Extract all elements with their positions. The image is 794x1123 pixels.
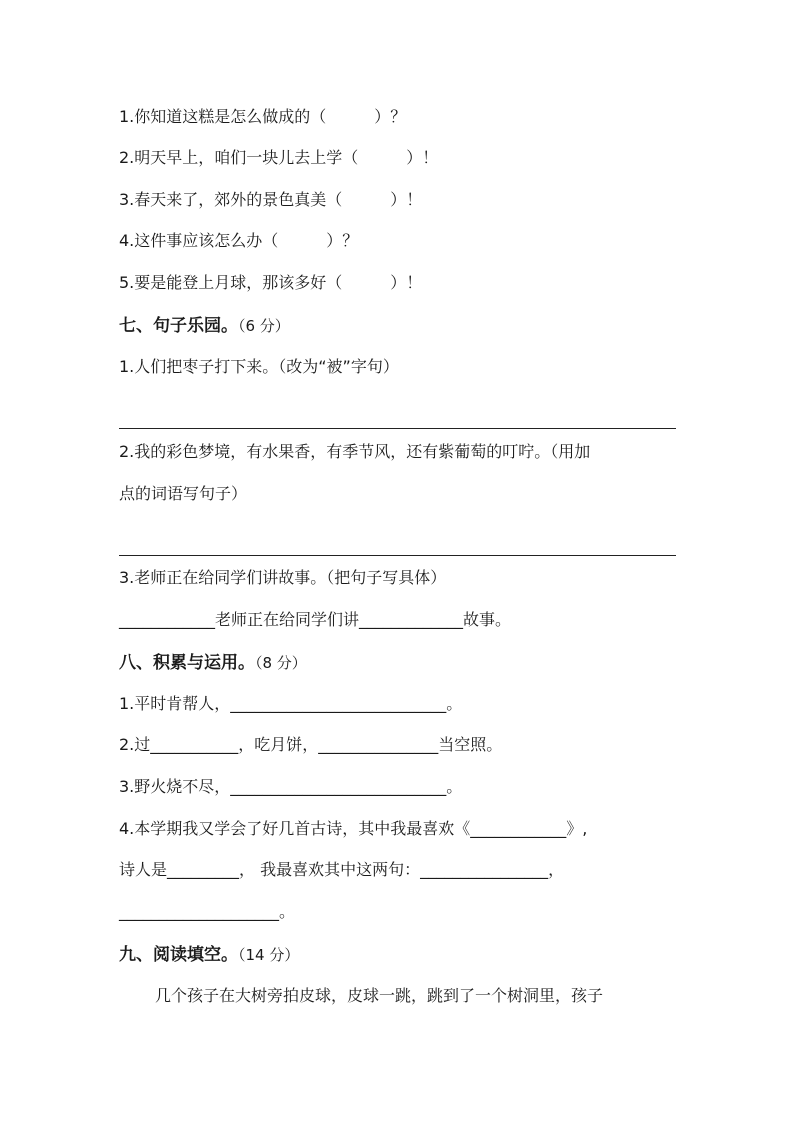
- section7-heading: [119, 313, 290, 339]
- answer-line-2[interactable]: [119, 555, 676, 556]
- punctuation-item-1: 1.你知道这糕是怎么做成的（ ）？: [119, 107, 407, 126]
- section8-score: （8 分）: [255, 654, 307, 672]
- section7-question-3: 3.老师正在给同学们讲故事。（把句子写具体）: [119, 568, 447, 587]
- punctuation-item-2: 2.明天早上，咱们一块儿去上学（ ）！: [119, 148, 439, 167]
- section7-question-2-line1: 2.我的彩色梦境，有水果香，有季节风，还有紫葡萄的叮咛。（用加: [119, 442, 591, 461]
- section9-score: （14 分）: [238, 946, 300, 964]
- punctuation-item-4: 4.这件事应该怎么办（ ）？: [119, 231, 359, 250]
- section8-question-3[interactable]: 3.野火烧不尽，___________________________。: [119, 777, 463, 796]
- section7-question-3-fill[interactable]: ____________老师正在给同学们讲_____________故事。: [119, 610, 512, 629]
- answer-line-1[interactable]: [119, 428, 676, 429]
- reading-paragraph: 几个孩子在大树旁拍皮球，皮球一跳，跳到了一个树洞里，孩子: [155, 986, 604, 1005]
- punctuation-item-3: 3.春天来了，郊外的景色真美（ ）！: [119, 190, 423, 209]
- section7-question-2-line2: 点的词语写句子）: [119, 484, 248, 503]
- punctuation-item-5: 5.要是能登上月球，那该多好（ ）！: [119, 273, 423, 292]
- section8-question-1[interactable]: 1.平时肯帮人，___________________________。: [119, 694, 463, 713]
- section9-heading: [119, 942, 299, 968]
- section8-question-4-line2[interactable]: 诗人是_________， 我最喜欢其中这两句：________________，: [119, 860, 565, 879]
- section8-question-4-line3[interactable]: ____________________。: [119, 902, 296, 921]
- section8-title: 八、积累与运用。: [119, 653, 255, 673]
- section8-question-4-line1[interactable]: 4.本学期我又学会了好几首古诗，其中我最喜欢《____________》,: [119, 819, 588, 838]
- section7-question-1: 1.人们把枣子打下来。（改为“被”字句）: [119, 357, 399, 376]
- section9-title: 九、阅读填空。: [119, 945, 238, 965]
- section8-question-2[interactable]: 2.过___________，吃月饼，_______________当空照。: [119, 735, 503, 754]
- section7-title: 七、句子乐园。: [119, 316, 238, 336]
- section7-score: （6 分）: [238, 317, 290, 335]
- section8-heading: [119, 650, 307, 676]
